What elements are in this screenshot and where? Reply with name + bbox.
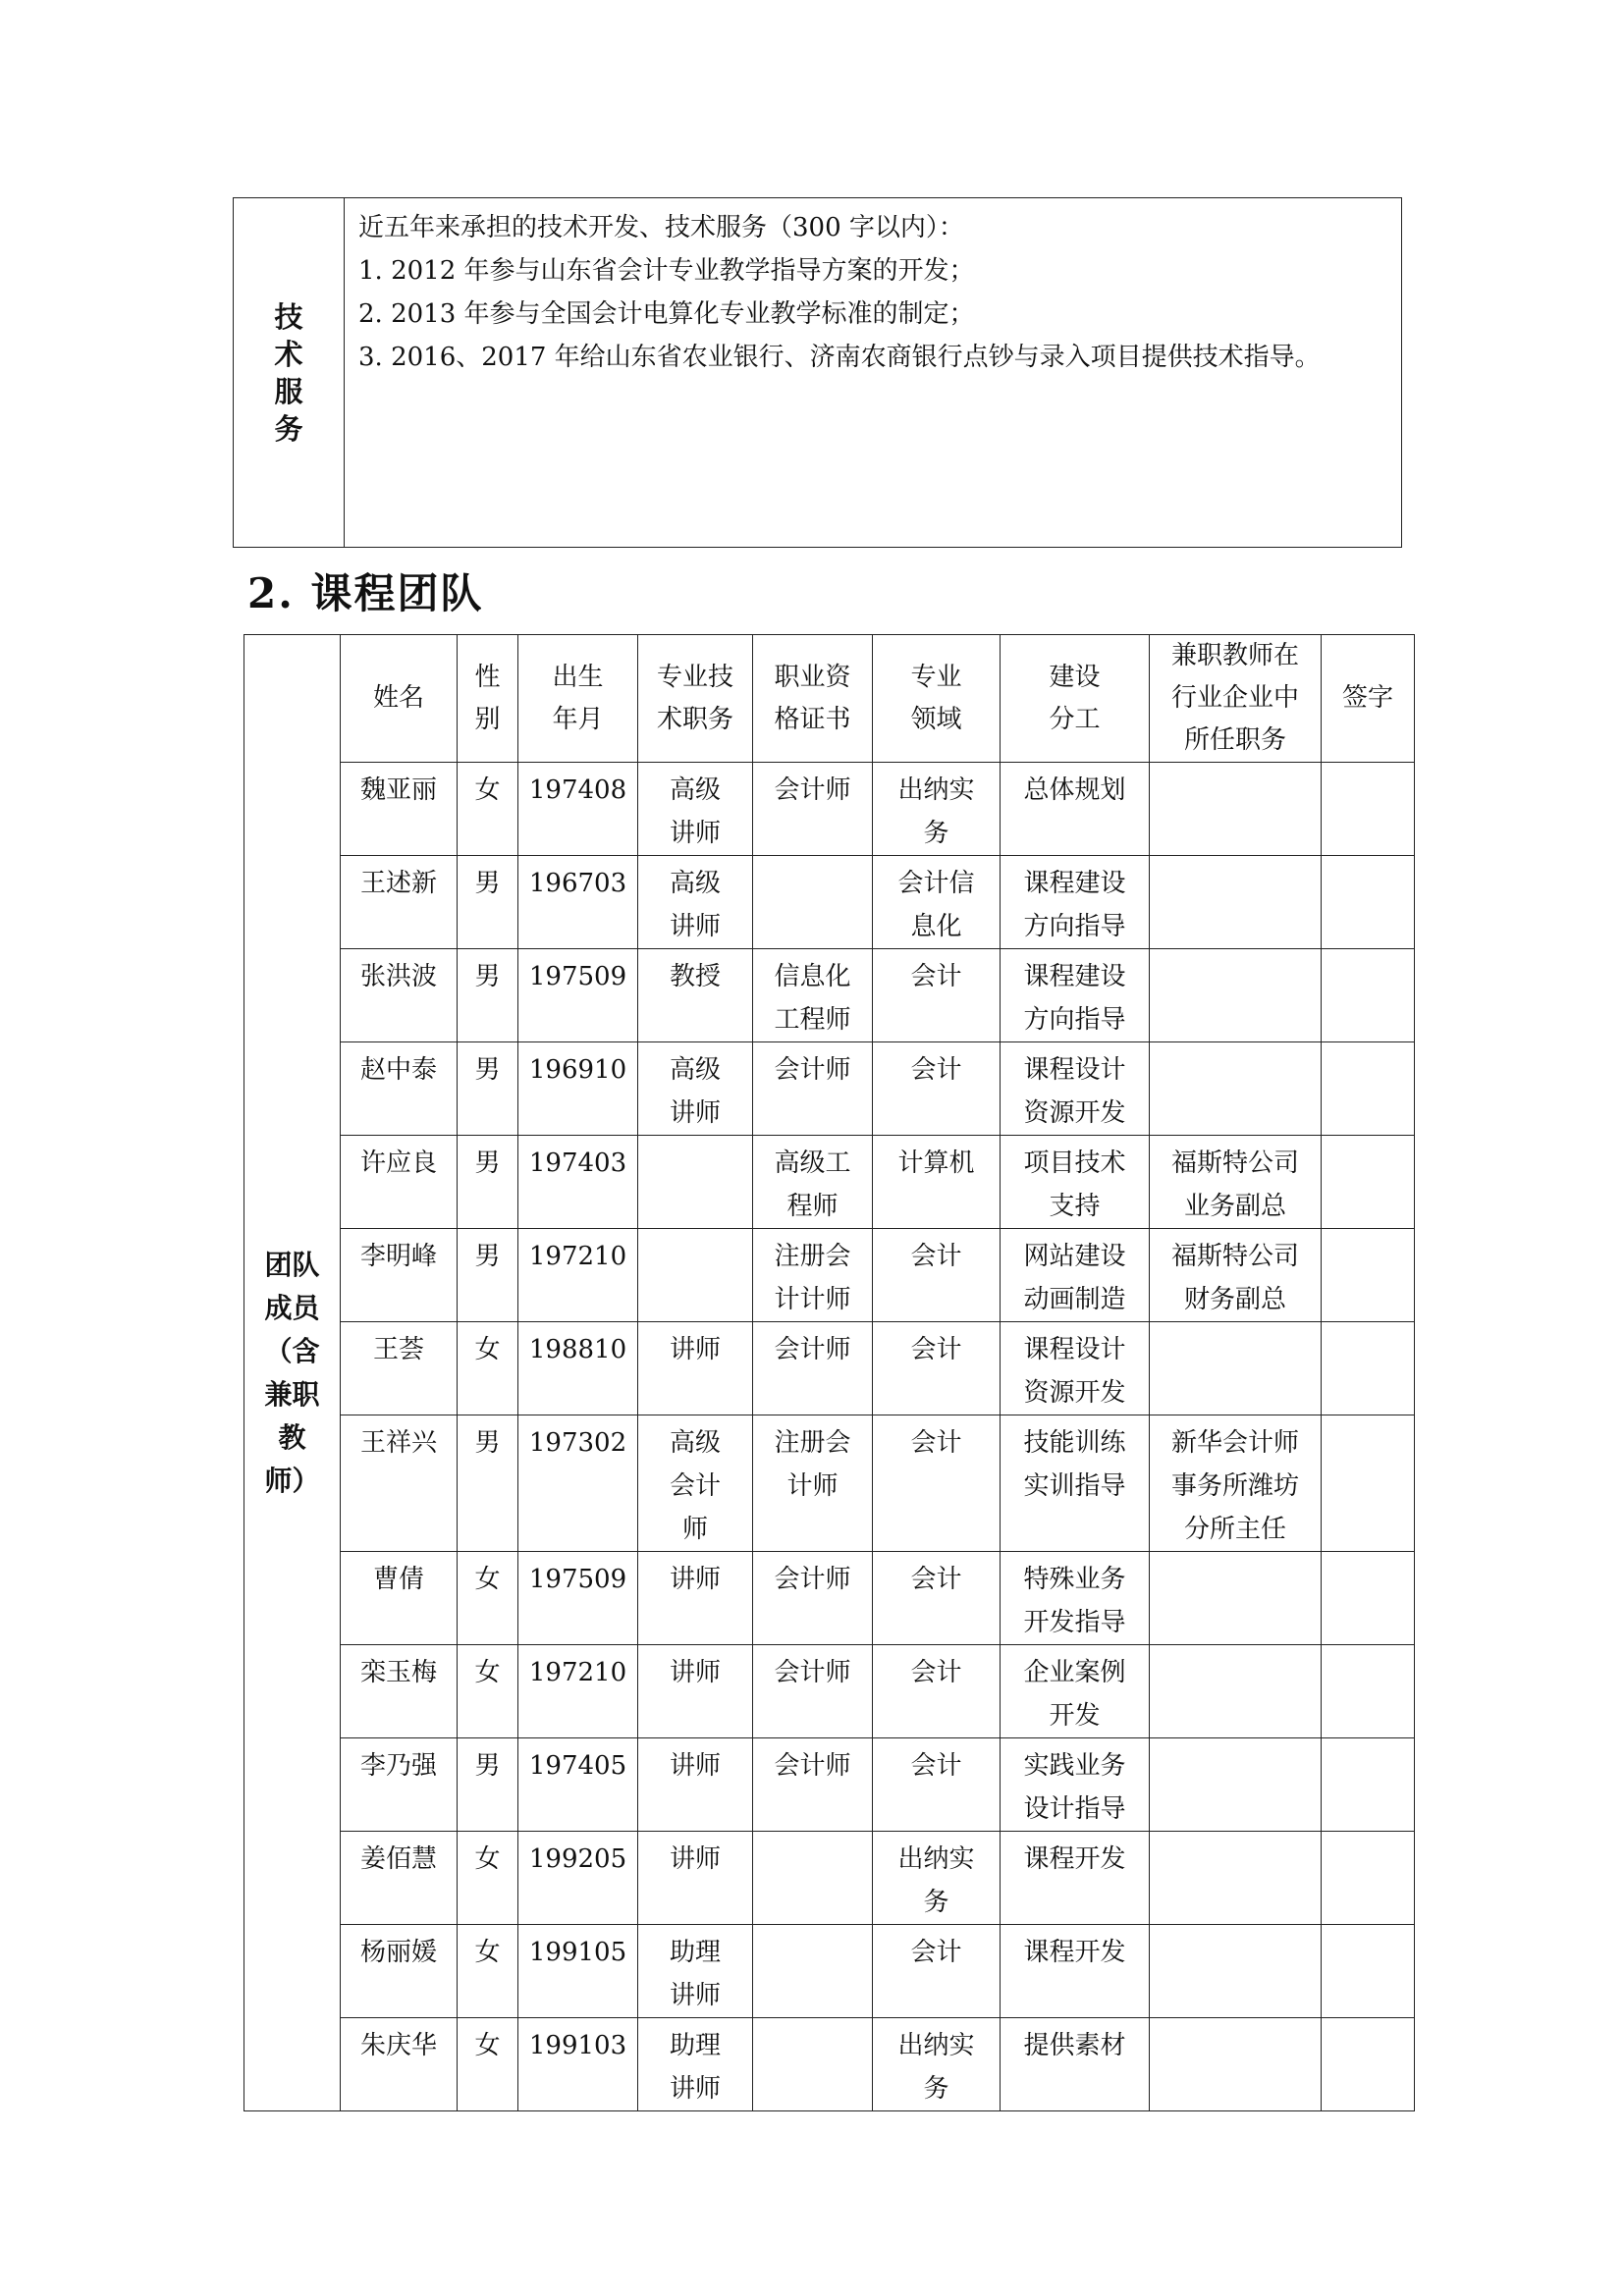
member-birth-cell: [518, 1832, 638, 1925]
member-field-cell: [873, 1925, 1001, 2018]
member-field: 计算机: [897, 1148, 975, 1178]
tech-services-content: [345, 198, 1402, 548]
member-gender-cell: [458, 856, 518, 949]
member-gender: 女: [474, 1844, 501, 1874]
member-sign: [1322, 1253, 1414, 1258]
member-title-cell: [638, 1136, 753, 1229]
member-cert-cell: [753, 1415, 873, 1552]
member-sign-cell: [1322, 1415, 1415, 1552]
member-industry-cell: [1150, 1832, 1322, 1925]
member-cert-cell: [753, 1042, 873, 1136]
member-field: 会计: [910, 1751, 962, 1781]
member-industry-cell: [1150, 2018, 1322, 2111]
member-birth: 197405: [528, 1751, 627, 1781]
member-birth: 197509: [528, 1565, 627, 1594]
member-birth: 197403: [528, 1148, 627, 1178]
member-birth-cell: [518, 1552, 638, 1645]
member-sign: [1322, 1439, 1414, 1445]
member-role: 总体规划: [1023, 775, 1126, 805]
member-title: 高级讲师: [669, 869, 721, 941]
member-field: 会计: [910, 1938, 962, 1967]
member-gender: 男: [474, 962, 501, 991]
member-role-cell: [1001, 1322, 1150, 1415]
member-name-cell: [341, 1832, 458, 1925]
member-name: 朱庆华: [359, 2031, 437, 2060]
member-industry-cell: [1150, 763, 1322, 856]
member-field-cell: [873, 949, 1001, 1042]
member-name-cell: [341, 1229, 458, 1322]
member-field: 会计信息化: [897, 869, 975, 941]
member-sign: [1322, 1762, 1414, 1768]
member-field: 会计: [910, 1428, 962, 1458]
member-title: [668, 1159, 723, 1165]
member-name: 魏亚丽: [359, 775, 437, 805]
team-member-row: [244, 1229, 1415, 1322]
member-sign: [1322, 1855, 1414, 1861]
header-sign: 签字: [1322, 635, 1415, 763]
member-industry-cell: [1150, 1229, 1322, 1322]
member-role: 提供素材: [1023, 2031, 1126, 2060]
member-name: 王荟: [372, 1335, 424, 1364]
team-label-cell: [244, 635, 341, 2111]
member-sign: [1322, 1346, 1414, 1352]
member-birth-cell: [518, 1322, 638, 1415]
member-field-cell: [873, 2018, 1001, 2111]
member-gender-cell: [458, 1552, 518, 1645]
member-industry-cell: [1150, 1322, 1322, 1415]
member-field: 会计: [910, 1242, 962, 1271]
member-sign-cell: [1322, 2018, 1415, 2111]
member-name-cell: [341, 1645, 458, 1738]
member-role: 课程设计资源开发: [1023, 1055, 1126, 1128]
member-cert: 会计师: [774, 1565, 851, 1594]
member-title-cell: [638, 2018, 753, 2111]
member-birth: 197408: [528, 775, 627, 805]
tech-services-line: 1. 2012 年参与山东省会计专业教学指导方案的开发；: [358, 256, 975, 286]
member-role: 技能训练实训指导: [1023, 1428, 1126, 1501]
member-role-cell: [1001, 1229, 1150, 1322]
member-sign-cell: [1322, 763, 1415, 856]
team-member-row: [244, 1042, 1415, 1136]
member-gender: 女: [474, 775, 501, 805]
member-name: 李乃强: [359, 1751, 437, 1781]
member-title-cell: [638, 1645, 753, 1738]
member-gender-cell: [458, 1322, 518, 1415]
header-birth: 出生年月: [518, 635, 638, 763]
tech-services-table: [233, 197, 1402, 548]
member-industry-cell: [1150, 856, 1322, 949]
member-gender: 男: [474, 1148, 501, 1178]
member-industry: [1166, 2042, 1304, 2048]
member-gender: 女: [474, 2031, 501, 2060]
member-title-cell: [638, 1552, 753, 1645]
member-field-cell: [873, 1136, 1001, 1229]
member-field: 出纳实务: [897, 2031, 975, 2104]
member-birth: 198810: [528, 1335, 627, 1364]
member-title: 讲师: [669, 1658, 721, 1687]
member-name-cell: [341, 1552, 458, 1645]
member-field-cell: [873, 1415, 1001, 1552]
member-cert: [772, 1855, 854, 1861]
member-role-cell: [1001, 1738, 1150, 1832]
member-role-cell: [1001, 1925, 1150, 2018]
header-title: 专业技术职务: [638, 635, 753, 763]
member-industry: [1166, 1949, 1304, 1954]
member-role: 实践业务设计指导: [1023, 1751, 1126, 1824]
header-gender: 性别: [458, 635, 518, 763]
member-title: 助理讲师: [669, 2031, 721, 2104]
member-cert-cell: [753, 1552, 873, 1645]
member-name-cell: [341, 2018, 458, 2111]
member-birth: 196910: [528, 1055, 627, 1085]
member-birth: 199205: [528, 1844, 627, 1874]
member-name: 李明峰: [359, 1242, 437, 1271]
member-industry-cell: [1150, 1415, 1322, 1552]
member-name: 赵中泰: [359, 1055, 437, 1085]
member-name-cell: [341, 1415, 458, 1552]
member-role: 特殊业务开发指导: [1023, 1565, 1126, 1637]
header-industry: 兼职教师在行业企业中所任职务: [1150, 635, 1322, 763]
member-birth-cell: [518, 2018, 638, 2111]
team-member-row: [244, 1738, 1415, 1832]
member-field-cell: [873, 1042, 1001, 1136]
member-industry: [1166, 1762, 1304, 1768]
member-gender-cell: [458, 1136, 518, 1229]
header-name: 姓名: [341, 635, 458, 763]
member-field: 会计: [910, 1335, 962, 1364]
member-title: 高级会计师: [669, 1428, 721, 1544]
member-sign: [1322, 2042, 1414, 2048]
member-birth: 197302: [528, 1428, 627, 1458]
member-field-cell: [873, 763, 1001, 856]
member-name: 杨丽媛: [359, 1938, 437, 1967]
member-name-cell: [341, 1042, 458, 1136]
team-table: [244, 634, 1415, 2111]
member-gender-cell: [458, 1229, 518, 1322]
member-cert: 信息化工程师: [774, 962, 851, 1035]
tech-services-line: 近五年来承担的技术开发、技术服务（300 字以内）：: [358, 213, 964, 242]
member-industry-cell: [1150, 1738, 1322, 1832]
header-field: 专业领域: [873, 635, 1001, 763]
member-role-cell: [1001, 1832, 1150, 1925]
member-industry: [1166, 880, 1304, 885]
team-header-row: [244, 635, 1415, 763]
header-cert: 职业资格证书: [753, 635, 873, 763]
member-gender-cell: [458, 949, 518, 1042]
member-title: 讲师: [669, 1844, 721, 1874]
member-birth-cell: [518, 1738, 638, 1832]
member-role-cell: [1001, 949, 1150, 1042]
team-member-row: [244, 1645, 1415, 1738]
member-gender: 女: [474, 1658, 501, 1687]
member-role-cell: [1001, 1415, 1150, 1552]
member-name-cell: [341, 1738, 458, 1832]
member-role: 课程设计资源开发: [1023, 1335, 1126, 1408]
member-birth-cell: [518, 856, 638, 949]
member-cert: 高级工程师: [774, 1148, 851, 1221]
member-industry: [1166, 1855, 1304, 1861]
member-title-cell: [638, 1042, 753, 1136]
member-sign-cell: [1322, 1645, 1415, 1738]
member-sign: [1322, 1159, 1414, 1165]
member-gender-cell: [458, 1415, 518, 1552]
member-field: 出纳实务: [897, 775, 975, 848]
member-birth-cell: [518, 763, 638, 856]
member-title-cell: [638, 763, 753, 856]
member-title-cell: [638, 1322, 753, 1415]
member-role: 网站建设动画制造: [1023, 1242, 1126, 1314]
member-cert: [772, 2042, 854, 2048]
member-cert: 会计师: [774, 1055, 851, 1085]
member-title: 助理讲师: [669, 1938, 721, 2010]
member-role: 课程开发: [1023, 1844, 1126, 1874]
team-member-row: [244, 1552, 1415, 1645]
member-sign: [1322, 880, 1414, 885]
member-sign: [1322, 973, 1414, 979]
team-label: 团队成员（含兼职教师）: [264, 1248, 320, 1497]
member-cert: 会计师: [774, 775, 851, 805]
member-industry: [1166, 1346, 1304, 1352]
member-gender-cell: [458, 1738, 518, 1832]
member-cert-cell: [753, 1229, 873, 1322]
member-sign-cell: [1322, 1322, 1415, 1415]
member-title-cell: [638, 1925, 753, 2018]
member-birth: 199103: [528, 2031, 627, 2060]
member-field-cell: [873, 1322, 1001, 1415]
member-industry-cell: [1150, 1042, 1322, 1136]
member-gender-cell: [458, 1832, 518, 1925]
member-sign-cell: [1322, 1738, 1415, 1832]
member-cert-cell: [753, 856, 873, 949]
member-industry: [1166, 973, 1304, 979]
member-name: 栾玉梅: [359, 1658, 437, 1687]
member-cert-cell: [753, 1832, 873, 1925]
member-title-cell: [638, 1415, 753, 1552]
member-sign: [1322, 1949, 1414, 1954]
member-industry-cell: [1150, 1552, 1322, 1645]
member-field: 会计: [910, 1658, 962, 1687]
member-sign: [1322, 1575, 1414, 1581]
member-name-cell: [341, 1925, 458, 2018]
member-gender-cell: [458, 1042, 518, 1136]
member-role: 课程建设方向指导: [1023, 869, 1126, 941]
member-field: 会计: [910, 962, 962, 991]
member-sign-cell: [1322, 856, 1415, 949]
member-cert-cell: [753, 1136, 873, 1229]
member-gender: 男: [474, 1242, 501, 1271]
member-sign: [1322, 786, 1414, 792]
team-member-row: [244, 763, 1415, 856]
member-field-cell: [873, 1552, 1001, 1645]
member-cert-cell: [753, 1645, 873, 1738]
member-title: 高级讲师: [669, 775, 721, 848]
member-gender: 男: [474, 1751, 501, 1781]
member-title-cell: [638, 1229, 753, 1322]
member-title-cell: [638, 1832, 753, 1925]
member-industry: 新华会计师事务所潍坊分所主任: [1170, 1428, 1299, 1544]
member-birth-cell: [518, 1415, 638, 1552]
member-cert: 注册会计师: [774, 1428, 851, 1501]
member-industry: [1166, 1066, 1304, 1072]
member-field: 会计: [910, 1565, 962, 1594]
member-gender-cell: [458, 763, 518, 856]
member-gender: 男: [474, 1055, 501, 1085]
member-title: 讲师: [669, 1751, 721, 1781]
tech-services-line: 3. 2016、2017 年给山东省农业银行、济南农商银行点钞与录入项目提供技术指导。: [358, 343, 1321, 372]
team-member-row: [244, 949, 1415, 1042]
member-industry-cell: [1150, 1136, 1322, 1229]
member-name: 王述新: [359, 869, 437, 898]
member-field-cell: [873, 1229, 1001, 1322]
member-role: 项目技术支持: [1023, 1148, 1126, 1221]
member-industry-cell: [1150, 1925, 1322, 2018]
member-role: 课程建设方向指导: [1023, 962, 1126, 1035]
member-field-cell: [873, 1645, 1001, 1738]
member-birth: 196703: [528, 869, 627, 898]
member-role-cell: [1001, 1552, 1150, 1645]
member-title: [668, 1253, 723, 1258]
tech-services-line: 2. 2013 年参与全国会计电算化专业教学标准的制定；: [358, 299, 975, 329]
member-sign-cell: [1322, 1832, 1415, 1925]
member-name-cell: [341, 856, 458, 949]
member-industry-cell: [1150, 1645, 1322, 1738]
member-sign: [1322, 1669, 1414, 1675]
member-sign-cell: [1322, 1042, 1415, 1136]
team-member-row: [244, 2018, 1415, 2111]
member-name-cell: [341, 949, 458, 1042]
member-title: 讲师: [669, 1565, 721, 1594]
member-name: 许应良: [359, 1148, 437, 1178]
member-cert: 会计师: [774, 1335, 851, 1364]
member-birth-cell: [518, 1136, 638, 1229]
team-member-row: [244, 1415, 1415, 1552]
tech-services-label: 技术服务: [274, 299, 303, 446]
member-sign: [1322, 1066, 1414, 1072]
member-title: 教授: [669, 962, 721, 991]
team-member-row: [244, 1136, 1415, 1229]
member-cert: 注册会计计师: [774, 1242, 851, 1314]
member-cert: [772, 880, 854, 885]
member-role-cell: [1001, 1136, 1150, 1229]
member-field: 出纳实务: [897, 1844, 975, 1917]
member-field-cell: [873, 1832, 1001, 1925]
tech-services-label-cell: [234, 198, 345, 548]
section-title: 2. 课程团队: [247, 569, 484, 617]
member-cert-cell: [753, 763, 873, 856]
member-title-cell: [638, 949, 753, 1042]
member-birth: 197210: [528, 1658, 627, 1687]
member-title-cell: [638, 856, 753, 949]
member-name: 曹倩: [372, 1565, 424, 1594]
member-cert: 会计师: [774, 1658, 851, 1687]
member-birth-cell: [518, 1645, 638, 1738]
member-gender: 女: [474, 1938, 501, 1967]
member-name-cell: [341, 763, 458, 856]
team-member-row: [244, 1832, 1415, 1925]
member-cert: [772, 1949, 854, 1954]
member-industry: [1166, 1575, 1304, 1581]
member-gender-cell: [458, 1645, 518, 1738]
member-cert-cell: [753, 1322, 873, 1415]
member-cert: 会计师: [774, 1751, 851, 1781]
team-member-row: [244, 1925, 1415, 2018]
member-sign-cell: [1322, 1136, 1415, 1229]
member-role-cell: [1001, 856, 1150, 949]
member-industry: 福斯特公司业务副总: [1170, 1148, 1299, 1221]
member-birth: 197509: [528, 962, 627, 991]
member-role-cell: [1001, 2018, 1150, 2111]
member-cert-cell: [753, 2018, 873, 2111]
member-gender: 男: [474, 1428, 501, 1458]
member-birth-cell: [518, 1229, 638, 1322]
member-industry: 福斯特公司财务副总: [1170, 1242, 1299, 1314]
member-birth-cell: [518, 1042, 638, 1136]
member-birth-cell: [518, 949, 638, 1042]
member-name-cell: [341, 1136, 458, 1229]
member-role-cell: [1001, 1042, 1150, 1136]
member-gender-cell: [458, 1925, 518, 2018]
member-birth: 197210: [528, 1242, 627, 1271]
member-name: 张洪波: [359, 962, 437, 991]
member-birth-cell: [518, 1925, 638, 2018]
member-industry-cell: [1150, 949, 1322, 1042]
member-gender: 女: [474, 1335, 501, 1364]
member-title: 高级讲师: [669, 1055, 721, 1128]
member-name-cell: [341, 1322, 458, 1415]
member-field-cell: [873, 856, 1001, 949]
team-member-row: [244, 1322, 1415, 1415]
member-cert-cell: [753, 1738, 873, 1832]
member-field: 会计: [910, 1055, 962, 1085]
member-gender: 女: [474, 1565, 501, 1594]
member-gender-cell: [458, 2018, 518, 2111]
member-sign-cell: [1322, 1552, 1415, 1645]
member-industry: [1166, 1669, 1304, 1675]
member-name: 姜佰慧: [359, 1844, 437, 1874]
member-name: 王祥兴: [359, 1428, 437, 1458]
member-field-cell: [873, 1738, 1001, 1832]
member-cert-cell: [753, 949, 873, 1042]
member-role: 企业案例开发: [1023, 1658, 1126, 1731]
member-sign-cell: [1322, 1229, 1415, 1322]
member-title: 讲师: [669, 1335, 721, 1364]
member-cert-cell: [753, 1925, 873, 2018]
header-role: 建设分工: [1001, 635, 1150, 763]
member-sign-cell: [1322, 1925, 1415, 2018]
team-member-row: [244, 856, 1415, 949]
member-role-cell: [1001, 1645, 1150, 1738]
member-role-cell: [1001, 763, 1150, 856]
member-sign-cell: [1322, 949, 1415, 1042]
member-gender: 男: [474, 869, 501, 898]
member-title-cell: [638, 1738, 753, 1832]
member-industry: [1166, 786, 1304, 792]
member-role: 课程开发: [1023, 1938, 1126, 1967]
member-birth: 199105: [528, 1938, 627, 1967]
